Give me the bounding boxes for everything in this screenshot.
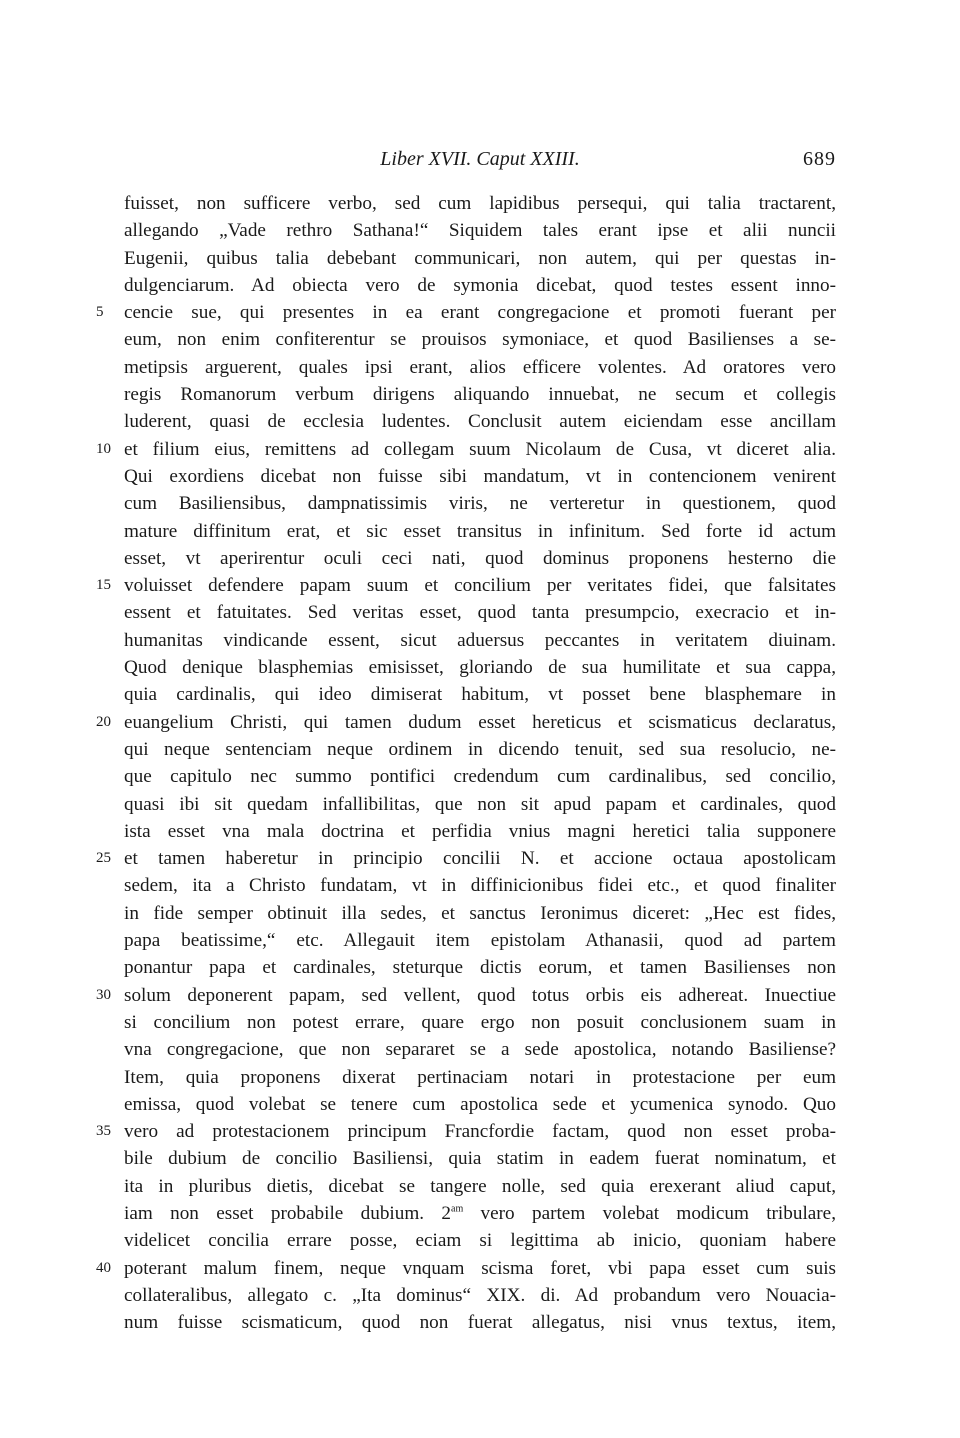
text-line xyxy=(124,627,836,654)
text-line xyxy=(124,1227,836,1254)
line-text: Quod denique blasphemias emisisset, gloriando de sua humilitate et sua cappa, xyxy=(124,657,836,679)
line-text: ista esset vna mala doctrina et perfidia vnius magni heretici talia supponere xyxy=(124,820,836,842)
text-line xyxy=(124,791,836,818)
text-line xyxy=(124,763,836,790)
line-text: Qui exordiens dicebat non fuisse sibi mandatum, vt in contencionem venirent xyxy=(124,465,836,487)
text-line xyxy=(124,408,836,435)
text-line xyxy=(124,490,836,517)
text-line xyxy=(124,245,836,272)
text-line xyxy=(124,272,836,299)
line-text: et tamen haberetur in principio concilii N. et accione octaua apostolicam xyxy=(124,848,836,870)
text-line xyxy=(124,818,836,845)
line-number: 25 xyxy=(96,850,111,867)
line-text: num fuisse scismaticum, quod non fuerat allegatus, nisi vnus textus, item, xyxy=(124,1312,836,1334)
text-line xyxy=(124,518,836,545)
line-text: solum deponerent papam, sed vellent, quod totus orbis eis adhereat. Inuectiue xyxy=(124,984,836,1006)
line-text: essent et fatuitates. Sed veritas esset, quod tanta presumpcio, execracio et in- xyxy=(124,602,836,624)
line-text: videlicet concilia errare posse, eciam si legittima ab inicio, quoniam habere xyxy=(124,1230,836,1252)
line-text: que capitulo nec summo pontifici credendum cum cardinalibus, sed concilio, xyxy=(124,766,836,788)
line-text: poterant malum finem, neque vnquam scisma foret, vbi papa esset cum suis xyxy=(124,1257,836,1279)
line-text: luderent, quasi de ecclesia ludentes. Conclusit autem eiciendam esse ancillam xyxy=(124,411,836,433)
line-text: ita in pluribus dietis, dicebat se tangere nolle, sed quia erexerant aliud caput, xyxy=(124,1175,836,1197)
line-text: bile dubium de concilio Basiliensi, quia statim in eadem fuerat nominatum, et xyxy=(124,1148,836,1170)
page-header xyxy=(124,148,836,176)
text-line xyxy=(124,1145,836,1172)
text-line xyxy=(124,1009,836,1036)
page-number: 689 xyxy=(803,148,836,170)
line-text: qui neque sentenciam neque ordinem in dicendo tenuit, sed sua resolucio, ne- xyxy=(124,738,836,760)
text-line xyxy=(124,1091,836,1118)
text-line xyxy=(124,1064,836,1091)
line-number: 15 xyxy=(96,577,111,594)
line-text: quia cardinalis, qui ideo dimiserat habitum, vt posset bene blasphemare in xyxy=(124,684,836,706)
text-line xyxy=(96,1118,836,1145)
line-text: collateralibus, allegato c. „Ita dominus“ XIX. di. Ad probandum vero Nouacia- xyxy=(124,1284,836,1306)
text-line xyxy=(124,545,836,572)
line-text: fuisset, non sufficere verbo, sed cum lapidibus persequi, qui talia tractarent, xyxy=(124,193,836,214)
line-text: in fide semper obtinuit illa sedes, et sanctus Ieronimus diceret: „Hec est fides, xyxy=(124,902,836,924)
line-text: quasi ibi sit quedam infallibilitas, que non sit apud papam et cardinales, quod xyxy=(124,793,836,815)
text-line xyxy=(124,736,836,763)
body-text xyxy=(96,190,836,1336)
line-number: 5 xyxy=(96,304,104,321)
line-text: iam non esset probabile dubium. $2^{am}$ vero partem volebat modicum tribulare, xyxy=(124,1202,836,1224)
text-line xyxy=(124,381,836,408)
line-number: 35 xyxy=(96,1123,111,1140)
text-line xyxy=(96,299,836,326)
text-line xyxy=(124,1173,836,1200)
running-title: Liber XVII. Caput XXIII. xyxy=(380,148,580,170)
line-text: humanitas vindicande essent, sicut aduersus peccantes in veritatem diuinam. xyxy=(124,629,836,651)
text-line xyxy=(124,954,836,981)
text-line xyxy=(96,982,836,1009)
text-line xyxy=(124,900,836,927)
text-line xyxy=(124,1036,836,1063)
line-text: cencie sue, qui presentes in ea erant congregacione et promoti fuerant per xyxy=(124,302,836,324)
line-text: papa beatissime,“ etc. Allegauit item epistolam Athanasii, quod ad partem xyxy=(124,930,836,952)
text-line xyxy=(124,872,836,899)
line-text: voluisset defendere papam suum et concilium per veritates fidei, que falsitates xyxy=(124,575,836,597)
text-line xyxy=(96,436,836,463)
line-number: 20 xyxy=(96,713,111,730)
line-text: dulgenciarum. Ad obiecta vero de symonia dicebat, quod testes essent inno- xyxy=(124,274,836,296)
line-text: metipsis arguerent, quales ipsi erant, alios efficere volentes. Ad oratores vero xyxy=(124,356,836,378)
text-line xyxy=(96,1255,836,1282)
text-line xyxy=(124,463,836,490)
line-text: euangelium Christi, qui tamen dudum esset hereticus et scismaticus declaratus, xyxy=(124,711,836,733)
text-line xyxy=(124,1309,836,1336)
line-text: et filium eius, remittens ad collegam suum Nicolaum de Cusa, vt diceret alia. xyxy=(124,438,836,460)
line-text: si concilium non potest errare, quare ergo non posuit conclusionem suam in xyxy=(124,1011,836,1033)
line-text: vna congregacione, que non separaret se a sede apostolica, notando Basiliense? xyxy=(124,1039,836,1061)
line-number: 30 xyxy=(96,986,111,1003)
text-line xyxy=(124,326,836,353)
line-text: vero ad protestacionem principum Francfordie factam, quod non esset proba- xyxy=(124,1121,836,1143)
line-text: eum, non enim confiterentur se prouisos symoniace, et quod Basilienses a se- xyxy=(124,329,836,351)
line-text: cum Basiliensibus, dampnatissimis viris, ne verteretur in questionem, quod xyxy=(124,493,836,515)
text-line xyxy=(124,654,836,681)
line-text: Eugenii, quibus talia debebant communicari, non autem, qui per questas in- xyxy=(124,247,836,269)
text-line xyxy=(96,572,836,599)
text-line xyxy=(124,927,836,954)
text-line xyxy=(96,845,836,872)
line-text: Item, quia proponens dixerat pertinaciam notari in protestacione per eum xyxy=(124,1066,836,1088)
line-text: allegando „Vade rethro Sathana!“ Siquidem tales erant ipse et alii nuncii xyxy=(124,220,836,242)
line-text: esset, vt aperirentur oculi ceci nati, quod dominus proponens hesterno die xyxy=(124,547,836,569)
text-line xyxy=(124,1282,836,1309)
line-text: ponantur papa et cardinales, steturque dictis eorum, et tamen Basilienses non xyxy=(124,957,836,979)
text-line xyxy=(124,217,836,244)
line-text: regis Romanorum verbum dirigens aliquando innuebat, ne secum et collegis xyxy=(124,384,836,406)
line-text: emissa, quod volebat se tenere cum apostolica sede et ycumenica synodo. Quo xyxy=(124,1093,836,1115)
text-line xyxy=(124,354,836,381)
line-text: mature diffinitum erat, et sic esset transitus in infinitum. Sed forte id actum xyxy=(124,520,836,542)
text-line xyxy=(124,681,836,708)
text-line xyxy=(124,599,836,626)
line-number: 10 xyxy=(96,440,111,457)
line-number: 40 xyxy=(96,1259,111,1276)
line-text: sedem, ita a Christo fundatam, vt in diffinicionibus fidei etc., et quod finaliter xyxy=(124,875,836,897)
text-line xyxy=(124,1200,836,1227)
text-line xyxy=(124,190,836,217)
text-line xyxy=(96,709,836,736)
